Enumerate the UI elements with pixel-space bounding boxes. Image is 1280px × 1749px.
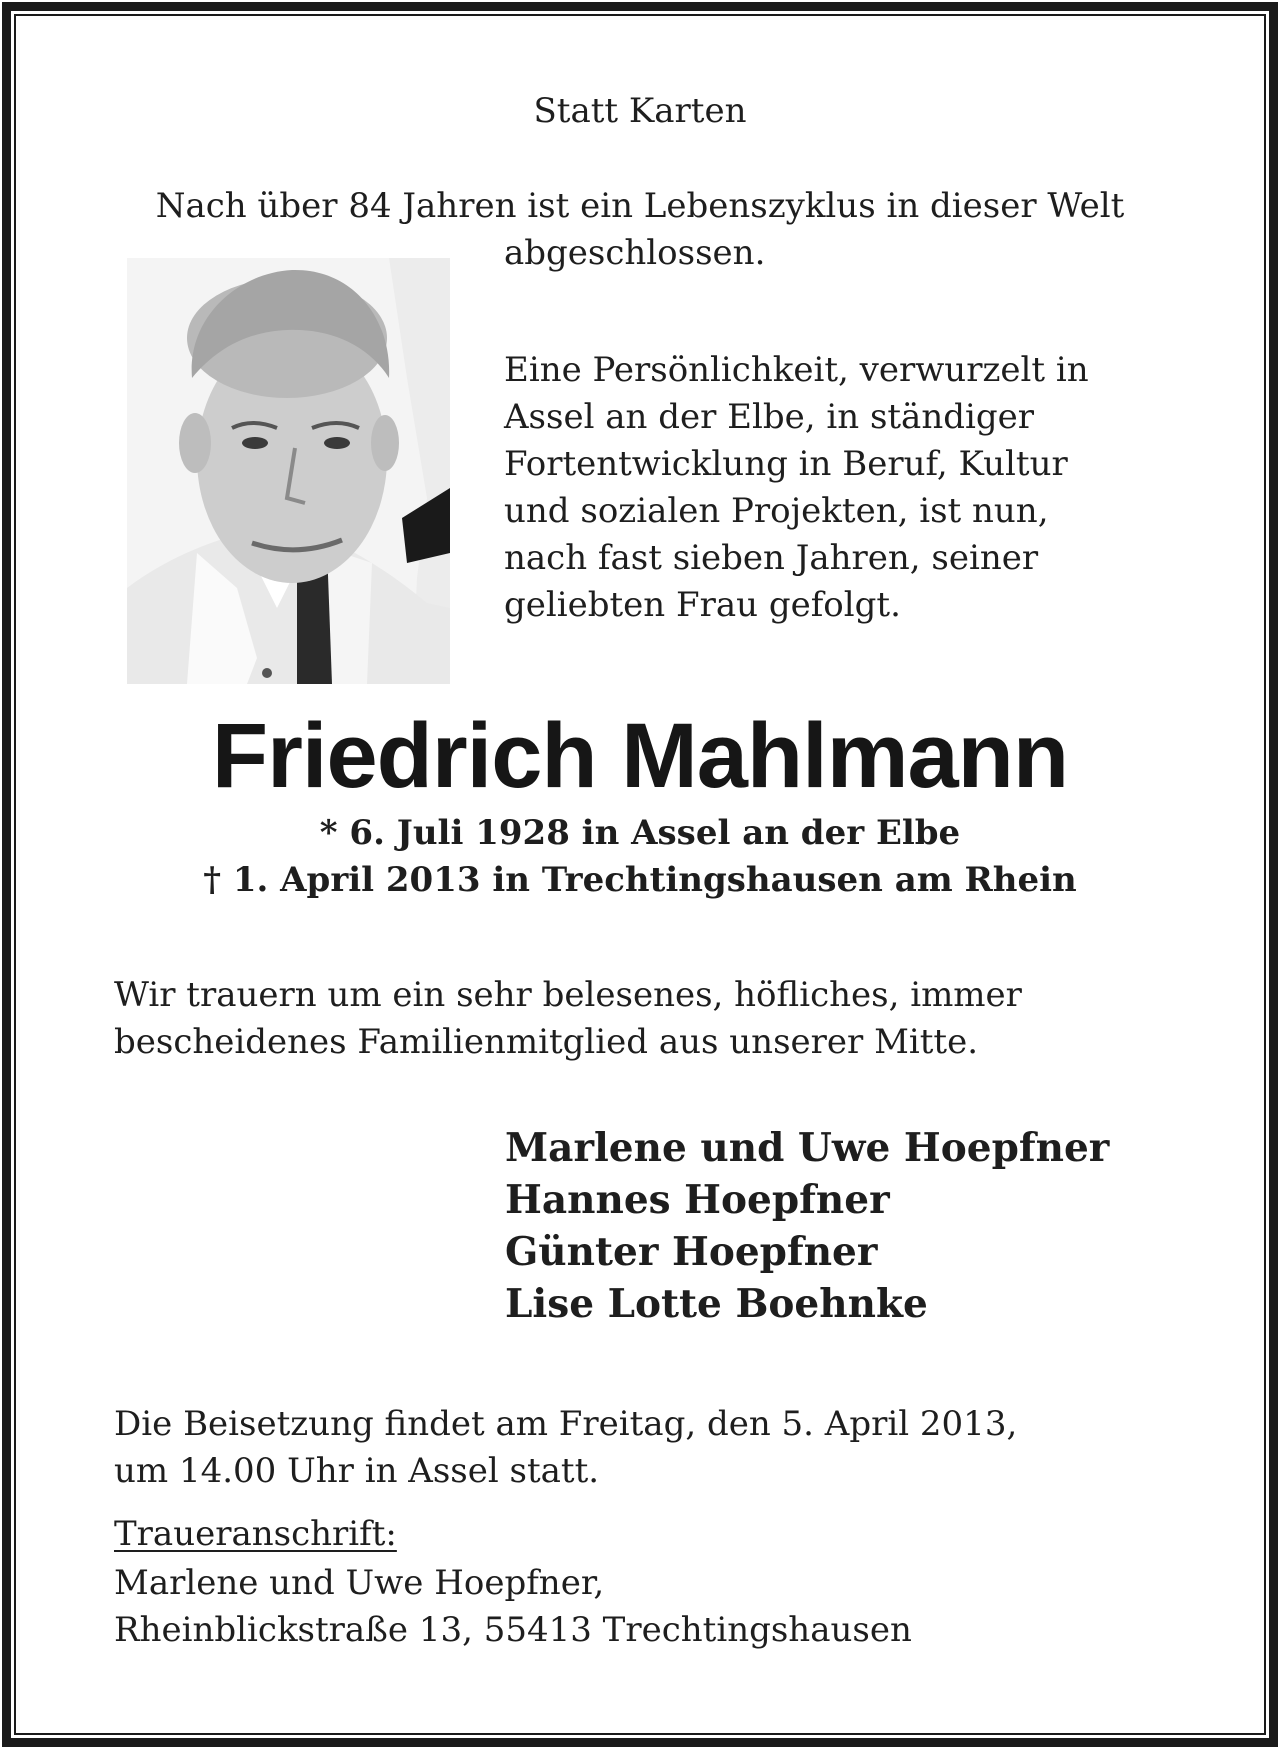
mourner-4: Lise Lotte Boehnke [505,1281,928,1327]
heading-statt-karten: Statt Karten [533,91,747,131]
intro-line-1: Nach über 84 Jahren ist ein Lebenszyklus in dieser Welt [155,186,1125,226]
tribute-line-5: nach fast sieben Jahren, seiner [504,538,1039,578]
mourner-1: Marlene und Uwe Hoepfner [505,1125,1110,1171]
mourning-line-1: Wir trauern um ein sehr belesenes, höfliches, immer [114,975,1022,1015]
funeral-line-2: um 14.00 Uhr in Assel statt. [114,1451,600,1491]
death-line: † 1. April 2013 in Trechtingshausen am Rhein [203,860,1077,900]
funeral-line-1: Die Beisetzung findet am Freitag, den 5. April 2013, [114,1404,1018,1444]
mourning-line-2: bescheidenes Familienmitglied aus unserer Mitte. [114,1022,979,1062]
tribute-line-2: Assel an der Elbe, in ständiger [504,397,1035,437]
birth-line: * 6. Juli 1928 in Assel an der Elbe [319,813,961,853]
address-line-1: Marlene und Uwe Hoepfner, [114,1563,605,1603]
address-line-2: Rheinblickstraße 13, 55413 Trechtingshausen [114,1610,912,1650]
address-label: Traueranschrift: [114,1514,397,1554]
mourner-3: Günter Hoepfner [505,1229,878,1275]
tribute-line-3: Fortentwicklung in Beruf, Kultur [504,444,1068,484]
mourner-2: Hannes Hoepfner [505,1177,890,1223]
tribute-line-1: Eine Persönlichkeit, verwurzelt in [504,350,1089,390]
intro-line-2: abgeschlossen. [504,233,766,273]
portrait-photo [127,258,450,684]
tribute-line-6: geliebten Frau gefolgt. [504,585,901,625]
tribute-line-4: und sozialen Projekten, ist nun, [504,491,1049,531]
deceased-name: Friedrich Mahlmann [211,705,1069,807]
